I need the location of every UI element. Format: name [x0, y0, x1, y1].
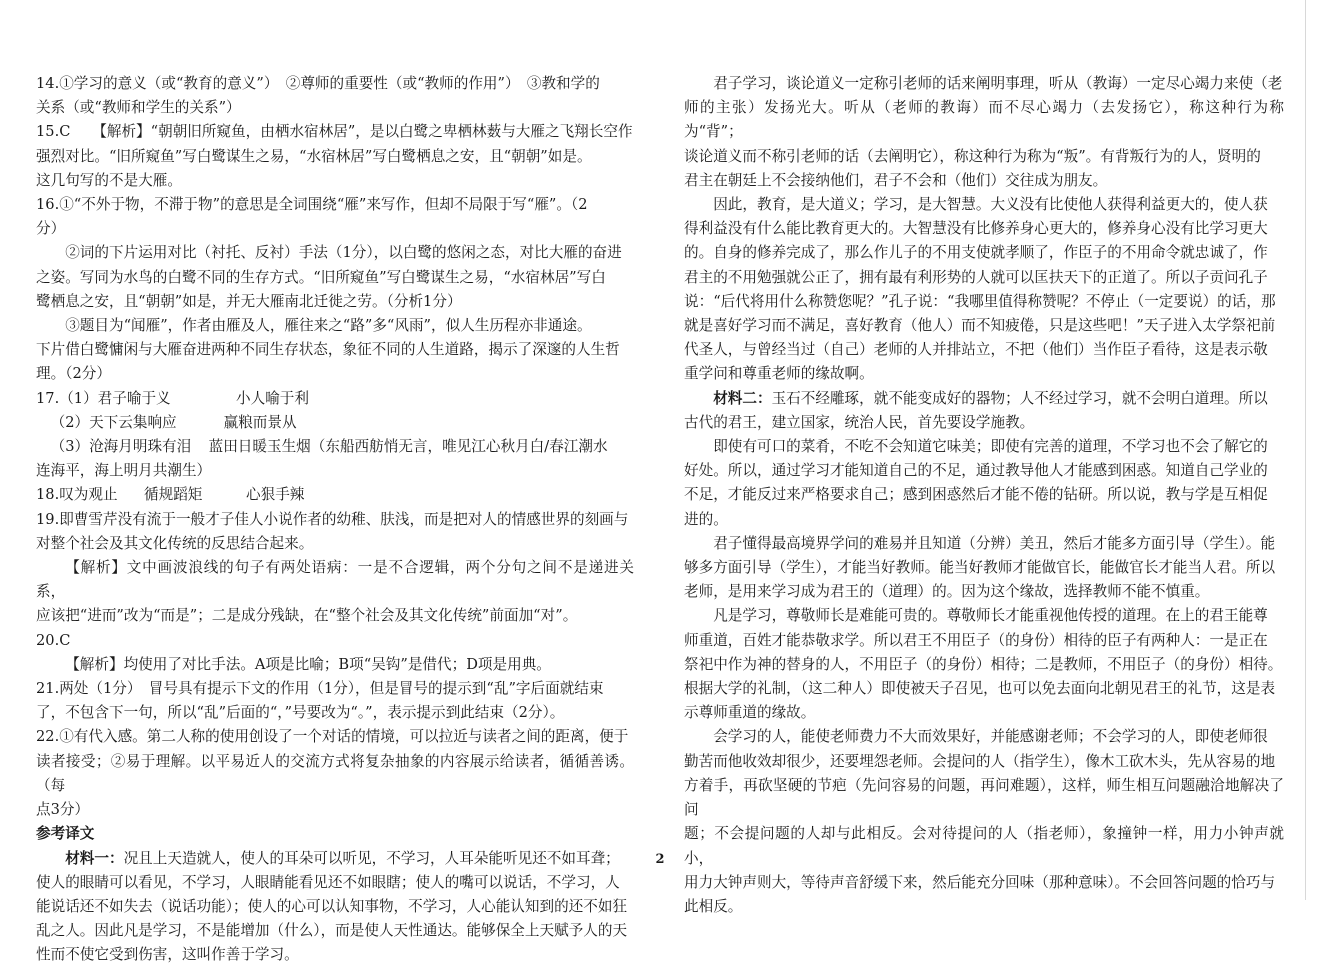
page-number: 2: [655, 852, 665, 867]
translation-para-3-line-1: 即使有可口的菜肴，不吃不会知道它味美；即使有完善的道理，不学习也不会了解它的: [713, 438, 1268, 456]
translation-para-5-line-5: 示尊师重道的缘故。: [684, 704, 816, 722]
answer-19-line-3: 【解析】文中画波浪线的句子有两处语病：一是不合逻辑，两个分句之间不是递进关系，: [36, 559, 634, 601]
answer-17-line-4: 连海平，海上明月共潮生）: [36, 462, 212, 480]
right-column: [684, 72, 1284, 919]
scan-edge-divider: [1305, 0, 1306, 900]
answer-18-part-a: 18.叹为观止: [36, 486, 118, 504]
material-1-line-3: 能说话还不如失去（说话功能）；使人的心可以认知事物，不学习，人心能认知到的还不如狂: [36, 897, 628, 915]
translation-para-2-line-7: 代圣人，与曾经当过（自己）老师的人并排站立，不把（他们）当作臣子看待，这是表示敬: [684, 341, 1268, 359]
answer-16-line-7: 下片借白鹭慵闲与大雁奋进两种不同生存状态，象征不同的人生道路，揭示了深邃的人生哲: [36, 341, 620, 359]
translation-para-2-line-3: 的。自身的修养完成了，那么作儿子的不用支使就孝顺了，作臣子的不用命令就忠诚了，作: [684, 244, 1268, 262]
translation-para-4-line-1: 君子懂得最高境界学问的难易并且知道（分辨）美丑，然后才能多方面引导（学生）。能: [713, 534, 1276, 552]
translation-para-6-line-5: 用力大钟声则大，等待声音舒缓下来，然后能充分回味（那种意味）。不会回答问题的恰巧与: [684, 873, 1276, 891]
translation-para-2-line-6: 就是喜好学习而不满足，喜好教育（他人）而不知疲倦，只是这些吧！”天子进入太学祭祀前: [684, 317, 1276, 335]
answer-14-line-2: 关系（或“教师和学生的关系”）: [36, 99, 241, 117]
answer-16-line-6: ③题目为“闻雁”，作者由雁及人，雁往来之“路”多“风雨”，似人生历程亦非通途。: [65, 317, 592, 335]
material-2-line-1: [684, 387, 1284, 411]
translation-para-4-line-2: 够多方面引导（学生），才能当好教师。能当好教师才能做官长，能做官长才能当人君。所以: [684, 559, 1276, 577]
answer-14-line-1: 14.①学习的意义（或“教育的意义”） ②尊师的重要性（或“教师的作用”） ③教和学的: [36, 75, 600, 92]
translation-para-6-line-3: 方着手，再砍坚硬的节疤（先问容易的问题，再问难题），这样，师生相互问题融洽地解决了问: [684, 776, 1284, 819]
answer-20-line-2: 【解析】均使用了对比手法。A项是比喻；B项“吴钩”是借代；D项是用典。: [65, 655, 551, 673]
translation-para-1-line-2: 师的主张）发扬光大。听从（老师的教诲）而不尽心竭力（去发扬它），称这种行为称为“背”；: [684, 99, 1284, 141]
material-1-line-2: 使人的眼睛可以看见，不学习，人眼睛能看见还不如眼瞎；使人的嘴可以说话，不学习，人: [36, 873, 620, 891]
answer-17-line-3: [36, 435, 634, 459]
answer-15-line-3: 这几句写的不是大雁。: [36, 171, 182, 189]
translation-para-5-line-4: 根据大学的礼制，（这二种人）即使被天子召见，也可以免去面向北朝见君王的礼节，这是表: [684, 680, 1276, 698]
material-1-line-4: 乱之人。因此凡是学习，不是能增加（什么），而是使人天性通达。能够保全上天赋予人的天: [36, 922, 628, 940]
answer-17-2-part-b: 赢粮而景从: [223, 413, 297, 431]
answer-18-part-c: 心狠手辣: [246, 486, 305, 504]
material-1-line-5: 性而不使它受到伤害，这叫作善于学习。: [36, 946, 299, 964]
answer-17-line-1: [36, 387, 634, 411]
material-2-label: 材料二：: [713, 389, 772, 407]
translation-para-2-line-8: 重学问和尊重老师的缘故啊。: [684, 365, 874, 383]
left-column: [36, 72, 634, 968]
answer-22-line-1: 22.①有代入感。第二人称的使用创设了一个对话的情境，可以拉近与读者之间的距离，便于: [36, 728, 629, 746]
translation-para-5-line-1: 凡是学习，尊敬师长是难能可贵的。尊敬师长才能重视他传授的道理。在上的君王能尊: [713, 607, 1268, 625]
translation-para-6-line-4: 题；不会提问题的人却与此相反。会对待提问的人（指老师），象撞钟一样，用力小钟声就小，: [684, 825, 1284, 867]
answer-22-line-3: 点3分）: [36, 801, 90, 819]
translation-para-3-line-2: 好处。所以，通过学习才能知道自己的不足，通过教导他人才能感到困惑。知道自己学业的: [684, 462, 1268, 480]
answer-17-line-2: [36, 411, 634, 435]
answer-15-line-2: 强烈对比。“旧所窥鱼”写白鹭谋生之易，“水宿林居”写白鹭栖息之安，且“朝朝”如是。: [36, 147, 592, 165]
translation-para-2-line-1: 因此，教育，是大道义；学习，是大智慧。大义没有比使他人获得利益更大的，使人获: [713, 196, 1268, 214]
answer-21-line-1: 21.两处（1分） 冒号具有提示下文的作用（1分），但是冒号的提示到“乱”字后面就结束: [36, 680, 604, 698]
answer-16-line-5: 鹭栖息之安，且“朝朝”如是，并无大雁南北迁徙之劳。（分析1分）: [36, 292, 462, 310]
answer-16-line-8: 理。（2分）: [36, 365, 111, 383]
translation-para-2-line-5: 说：“后代将用什么称赞您呢？”孔子说：“我哪里值得称赞呢？不停止（一定要说）的话，那: [684, 292, 1276, 310]
reference-translation-heading: 参考译文: [36, 825, 95, 843]
translation-para-5-line-2: 师重道，百姓才能恭敬求学。所以君王不用臣子（的身份）相待的臣子有两种人：一是正在: [684, 631, 1268, 649]
translation-para-6-line-1: 会学习的人，能使老师费力不大而效果好，并能感谢老师；不会学习的人，即使老师很: [713, 728, 1268, 746]
answer-16-line-1: 16.①“不外于物，不滞于物”的意思是全词围绕“雁”来写作，但却不局限于写“雁”。（2: [36, 196, 588, 214]
answer-16-line-3: ②词的下片运用对比（衬托、反衬）手法（1分），以白鹭的悠闲之态，对比大雁的奋进: [65, 244, 622, 262]
material-2-line-1-text: 玉石不经雕琢，就不能变成好的器物；人不经过学习，就不会明白道理。所以: [771, 389, 1268, 407]
answer-18-part-b: 循规蹈矩: [144, 486, 203, 504]
answer-16-line-2: 分）: [36, 220, 66, 238]
material-1-label: 材料一：: [65, 849, 124, 867]
translation-para-2-line-2: 得利益没有什么能比教育更大的。大智慧没有比修养身心更大的，修养身心没有比学习更大: [684, 220, 1268, 238]
answer-19-line-1: 19.即曹雪芹没有流于一般才子佳人小说作者的幼稚、肤浅，而是把对人的情感世界的刻画与: [36, 510, 629, 528]
answer-17-1-part-a: 17.（1）君子喻于义: [36, 389, 171, 407]
answer-17-2-part-a: （2）天下云集响应: [50, 413, 177, 431]
translation-para-2-line-4: 君主的不用勉强就公正了，拥有最有利形势的人就可以匡扶天下的正道了。所以子贡问孔子: [684, 268, 1268, 286]
answer-22-line-2: 读者接受；②易于理解。以平易近人的交流方式将复杂抽象的内容展示给读者，循循善诱。（每: [36, 752, 634, 794]
answer-16-line-4: 之姿。写同为水鸟的白鹭不同的生存方式。“旧所窥鱼”写白鹭谋生之易，“水宿林居”写白: [36, 268, 606, 286]
translation-para-3-line-3: 不足，才能反过来严格要求自己；感到困惑然后才能不倦的钻研。所以说，教与学是互相促: [684, 486, 1268, 504]
material-2-line-2: 古代的君王，建立国家，统治人民，首先要设学施教。: [684, 413, 1035, 431]
answer-17-3-part-b: 蓝田日暖玉生烟（东船西舫悄无言，唯见江心秋月白/春江潮水: [208, 438, 608, 456]
material-1-line-1-text: 况且上天造就人，使人的耳朵可以听见，不学习，人耳朵能听见还不如耳聋；: [123, 849, 620, 867]
translation-para-1-line-3: 谈论道义而不称引老师的话（去阐明它），称这种行为称为“叛”。有背叛行为的人，贤明的: [684, 147, 1261, 165]
translation-para-1-line-4: 君主在朝廷上不会接纳他们，君子不会和（他们）交往成为朋友。: [684, 171, 1108, 189]
answer-19-line-2: 对整个社会及其文化传统的反思结合起来。: [36, 534, 314, 552]
answer-18: [36, 483, 634, 507]
answer-20-line-1: 20.C: [36, 631, 71, 649]
translation-para-6-line-2: 勤苦而他收效却很少，还要埋怨老师。会提问的人（指学生），像木工砍木头，先从容易的地: [684, 752, 1276, 770]
answer-17-1-part-b: 小人喻于利: [236, 389, 309, 407]
translation-para-3-line-4: 进的。: [684, 510, 728, 528]
answer-17-3-part-a: （3）沧海月明珠有泪: [50, 438, 192, 456]
answer-19-line-4: 应该把“进而”改为“而是”；二是成分残缺，在“整个社会及其文化传统”前面加“对”。: [36, 607, 578, 625]
answer-21-line-2: 了，不包含下一句，所以“乱”后面的“，”号要改为“。”，表示提示到此结束（2分）。: [36, 704, 565, 722]
translation-para-5-line-3: 祭祀中作为神的替身的人，不用臣子（的身份）相待；二是教师，不用臣子（的身份）相待。: [684, 655, 1283, 673]
translation-para-1-line-1: 君子学习，谈论道义一定称引老师的话来阐明事理，听从（教诲）一定尽心竭力来使（老: [713, 75, 1283, 92]
translation-para-6-line-6: 此相反。: [684, 897, 743, 915]
translation-para-4-line-3: 老师，是用来学习成为君王的（道理）的。因为这个缘故，选择教师不能不慎重。: [684, 583, 1210, 601]
answer-15-line-1: 15.C 【解析】“朝朝旧所窥鱼，由栖水宿林居”，是以白鹭之卑栖林薮与大雁之飞翔长空作: [36, 123, 633, 141]
